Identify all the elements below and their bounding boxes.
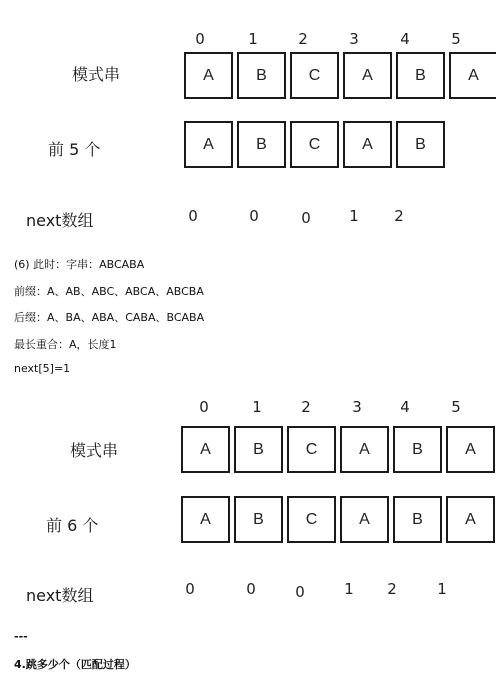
index-label: 1 [248,30,258,48]
char-cell: A [343,52,392,99]
char-cell: B [393,426,442,473]
char-cell: B [396,121,445,168]
char-cell: B [396,52,445,99]
next-array-label: next数组 [26,586,94,605]
note-line: 前缀：A、AB、ABC、ABCA、ABCBA [14,285,204,298]
char-cell: B [234,496,283,543]
index-label: 4 [400,398,410,416]
char-cell: A [449,52,496,99]
pattern-row [181,426,495,473]
next-value: 1 [344,580,354,598]
next-value: 1 [349,207,359,225]
char-cell: A [446,426,495,473]
char-cell: A [184,52,233,99]
char-cell: B [237,52,286,99]
char-cell: B [393,496,442,543]
prefix-label: 前 5 个 [48,140,101,159]
section-heading: 4.跳多少个（匹配过程） [14,658,136,671]
next-value: 0 [188,207,198,225]
char-cell: A [343,121,392,168]
next-value: 0 [295,583,305,601]
char-cell: C [290,52,339,99]
char-cell: A [446,496,495,543]
separator: --- [14,630,28,643]
note-line: (6) 此时：字串：ABCABA [14,258,145,271]
char-cell: C [287,496,336,543]
char-cell: B [237,121,286,168]
note-line: 后缀：A、BA、ABA、CABA、BCABA [14,311,205,324]
index-label: 0 [199,398,209,416]
index-label: 0 [195,30,205,48]
char-cell: A [340,426,389,473]
next-value: 1 [437,580,447,598]
next-value: 0 [301,209,311,227]
index-label: 3 [349,30,359,48]
index-label: 5 [451,30,461,48]
index-label: 4 [400,30,410,48]
char-cell: C [290,121,339,168]
char-cell: C [287,426,336,473]
next-value: 2 [387,580,397,598]
note-line: next[5]=1 [14,362,71,375]
pattern-row [184,52,496,99]
char-cell: B [234,426,283,473]
prefix-row [184,121,445,168]
pattern-label: 模式串 [72,65,121,84]
next-value: 2 [394,207,404,225]
next-array-label: next数组 [26,211,94,230]
char-cell: A [181,496,230,543]
char-cell: A [340,496,389,543]
index-label: 3 [352,398,362,416]
prefix-row [181,496,495,543]
index-label: 5 [451,398,461,416]
char-cell: A [184,121,233,168]
index-label: 2 [298,30,308,48]
note-line: 最长重合：A，长度1 [14,338,117,351]
index-label: 1 [252,398,262,416]
next-value: 0 [249,207,259,225]
index-label: 2 [301,398,311,416]
next-value: 0 [185,580,195,598]
next-value: 0 [246,580,256,598]
prefix-label: 前 6 个 [46,516,99,535]
char-cell: A [181,426,230,473]
pattern-label: 模式串 [70,441,119,460]
